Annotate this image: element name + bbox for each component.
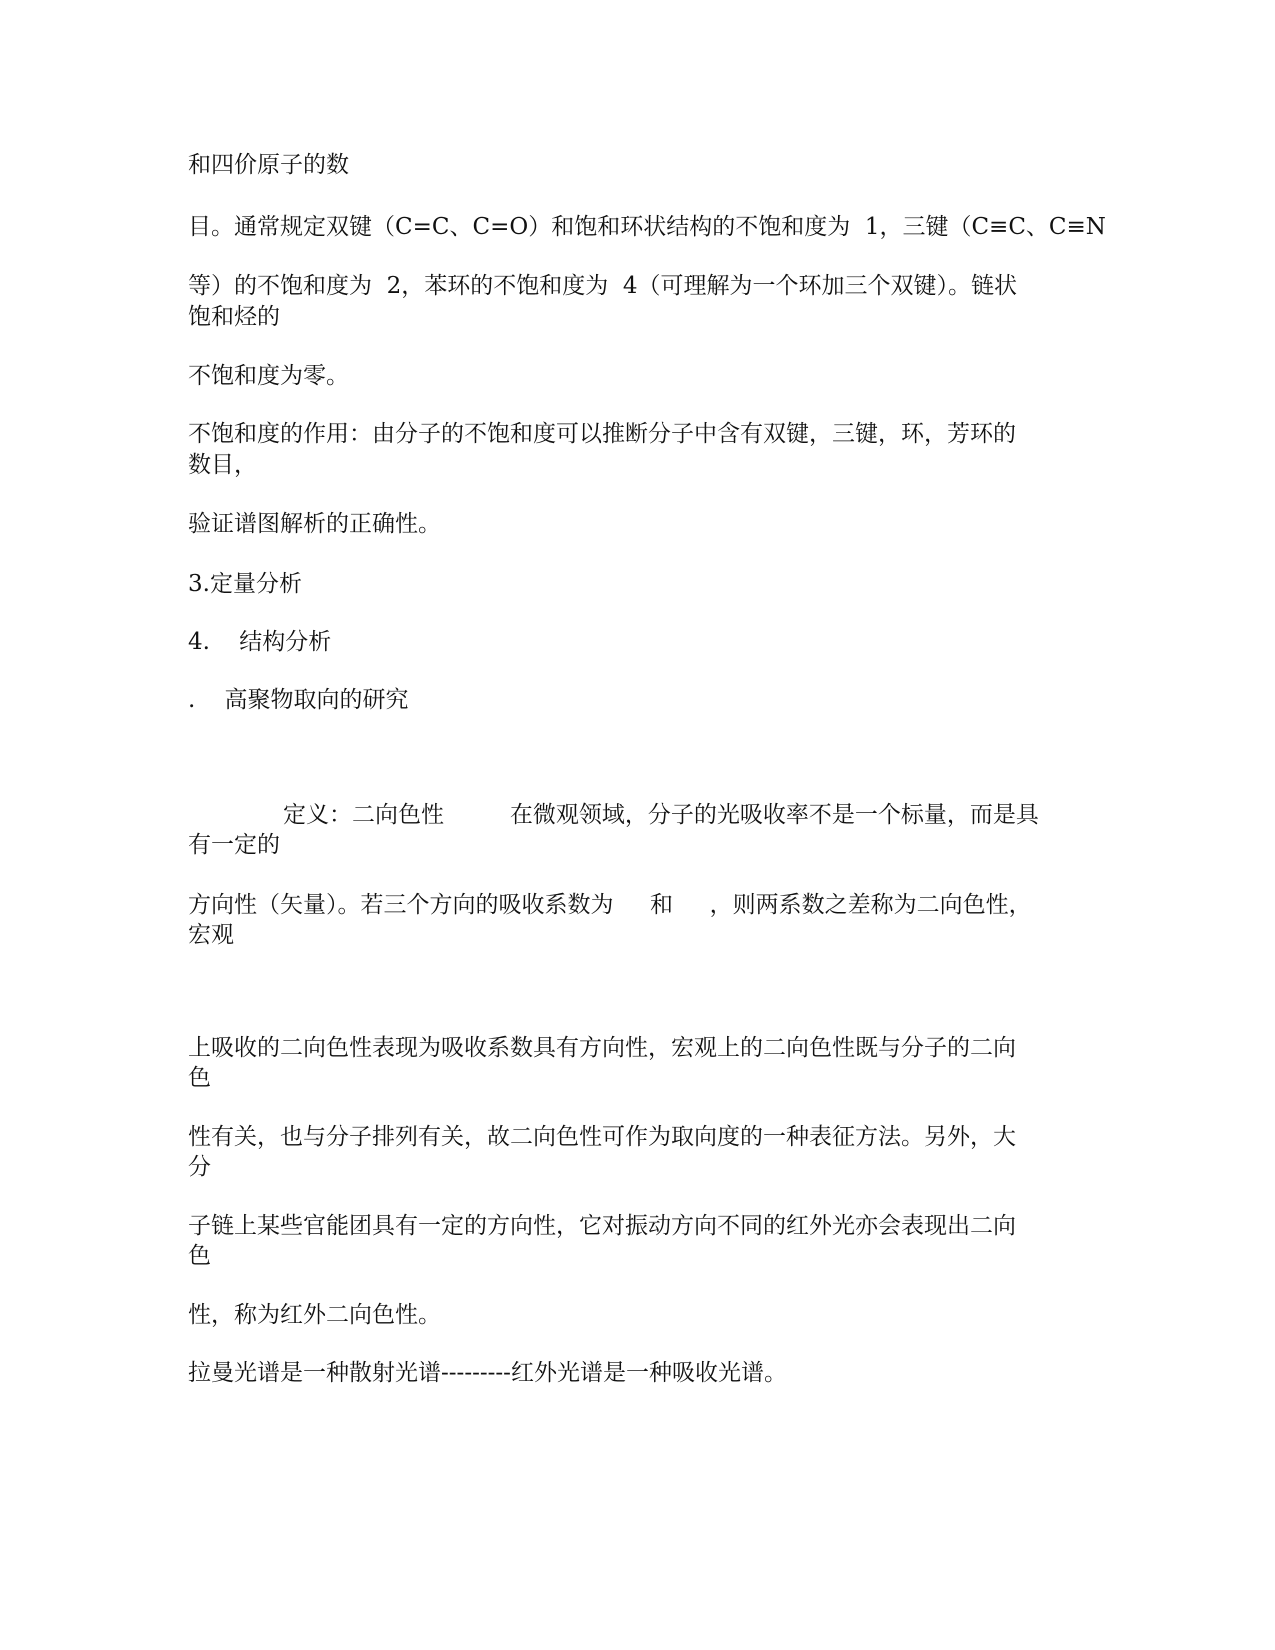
text-line: 宏观 <box>188 922 234 948</box>
text-line: 色 <box>188 1243 211 1269</box>
text-line: 不饱和度的作用：由分子的不饱和度可以推断分子中含有双键，三键，环，芳环的 <box>188 421 1016 447</box>
text-line: 和四价原子的数 <box>188 152 349 178</box>
text-line: 色 <box>188 1065 211 1091</box>
text-line: 拉曼光谱是一种散射光谱---------红外光谱是一种吸收光谱。 <box>188 1360 787 1386</box>
text-line: 数目， <box>188 452 257 478</box>
text-line: 等）的不饱和度为 2，苯环的不饱和度为 4（可理解为一个环加三个双键）。链状 <box>188 273 1018 299</box>
text-line: 分 <box>188 1154 211 1180</box>
text-line: 验证谱图解析的正确性。 <box>188 511 441 537</box>
text-line: 目。通常规定双键（C=C、C=O）和饱和环状结构的不饱和度为 1，三键（C≡C、C≡N <box>188 214 1106 240</box>
text-line: 性有关，也与分子排列有关，故二向色性可作为取向度的一种表征方法。另外，大 <box>188 1124 1016 1150</box>
section-heading: . 高聚物取向的研究 <box>188 687 409 713</box>
text-line: 性，称为红外二向色性。 <box>188 1302 441 1328</box>
text-line: 饱和烃的 <box>188 304 280 330</box>
text-line: 不饱和度为零。 <box>188 363 349 389</box>
section-heading: 3.定量分析 <box>188 571 302 597</box>
section-heading: 4. 结构分析 <box>188 629 332 655</box>
text-line: 子链上某些官能团具有一定的方向性，它对振动方向不同的红外光亦会表现出二向 <box>188 1213 1016 1239</box>
text-line: 方向性（矢量）。若三个方向的吸收系数为 和 ，则两系数之差称为二向色性， <box>188 892 1032 918</box>
text-line: 上吸收的二向色性表现为吸收系数具有方向性，宏观上的二向色性既与分子的二向 <box>188 1035 1016 1061</box>
text-line: 有一定的 <box>188 832 280 858</box>
text-line: 定义：二向色性 在微观领域，分子的光吸收率不是一个标量，而是具 <box>188 802 1039 828</box>
